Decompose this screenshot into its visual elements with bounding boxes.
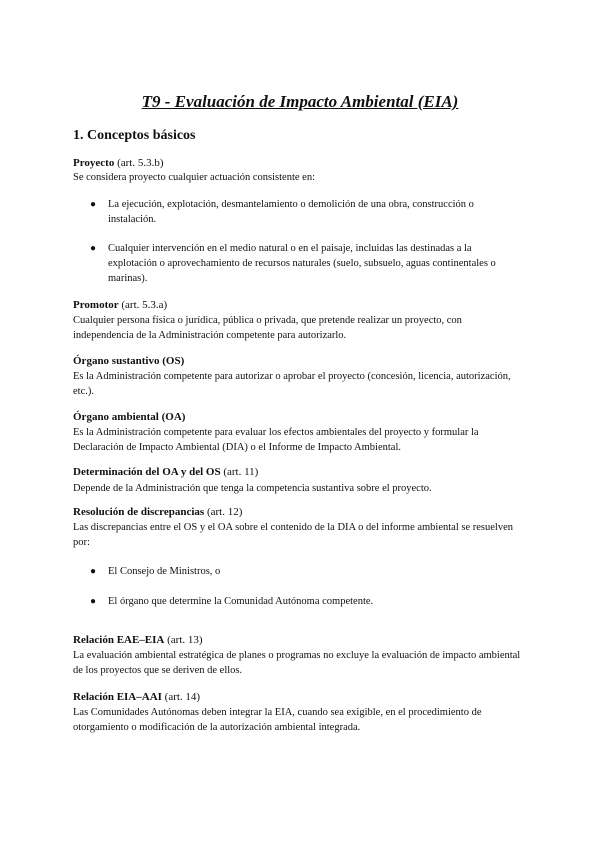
bullet-icon: ● (90, 596, 97, 607)
article-ref: (art. 14) (164, 691, 201, 703)
definition-text: Las Comunidades Autónomas deben integrar la EIA, cuando sea exigible, en el procedimiento de otorgamiento o modificación de la autorización ambiental integrada. (73, 707, 482, 733)
definition-text: Es la Administración competente para autorizar o aprobar el proyecto (concesión, licencia, autorización, etc.). (73, 371, 511, 397)
term-relacion-eia-aai (73, 690, 200, 705)
term-organo-sustantivo (73, 354, 184, 369)
bullet-icon: ● (90, 566, 97, 577)
term-label: Proyecto (73, 157, 115, 169)
term-label: Determinación del OA y del OS (73, 466, 221, 478)
term-promotor (73, 298, 167, 313)
term-proyecto (73, 156, 164, 171)
article-ref: (art. 13) (167, 634, 203, 646)
term-label: Relación EAE–EIA (73, 634, 165, 646)
term-label: Relación EIA–AAI (73, 691, 162, 703)
term-resolucion (73, 505, 242, 520)
term-label: Órgano ambiental (OA) (73, 411, 186, 423)
bullet-icon: ● (90, 243, 97, 254)
article-ref: (art. 5.3.a) (121, 299, 168, 311)
section-heading: 1. Conceptos básicos (73, 128, 196, 143)
term-relacion-eae-eia (73, 633, 203, 648)
definition-text: Cualquier persona física o jurídica, pública o privada, que pretende realizar un proyecto, con independencia de la Administración competente para autorizarlo. (73, 315, 462, 341)
term-label: Promotor (73, 299, 119, 311)
term-label: Resolución de discrepancias (73, 506, 205, 518)
term-organo-ambiental (73, 410, 185, 425)
definition-text: Depende de la Administración que tenga la competencia sustantiva sobre el proyecto. (73, 483, 432, 494)
list-item-text: Cualquier intervención en el medio natural o en el paisaje, incluidas las destinadas a la explotación o aprovechamiento de recursos naturales (suelo, subsuelo, aguas continentales o marinas). (108, 243, 496, 284)
bullet-icon: ● (90, 199, 97, 210)
definition-text: La evaluación ambiental estratégica de planes o programas no excluye la evaluación de impacto ambiental de los proyectos que se deriven de ellos. (73, 650, 521, 676)
article-ref: (art. 5.3.b) (117, 157, 164, 169)
article-ref: (art. 12) (206, 506, 243, 518)
article-ref: (art. 11) (223, 466, 259, 478)
definition-text: Las discrepancias entre el OS y el OA sobre el contenido de la DIA o del informe ambiental se resuelven por: (73, 522, 513, 548)
list-item-text: El órgano que determine la Comunidad Autónoma competente. (108, 596, 374, 607)
definition-text: Es la Administración competente para evaluar los efectos ambientales del proyecto y formular la Declaración de Impacto Ambiental (DIA) o el Informe de Impacto Ambiental. (73, 427, 479, 453)
list-item-text: El Consejo de Ministros, o (108, 566, 221, 577)
definition-text: Se considera proyecto cualquier actuación consistente en: (73, 172, 315, 183)
term-label: Órgano sustantivo (OS) (73, 355, 185, 367)
document-title: T9 - Evaluación de Impacto Ambiental (EIA) (141, 92, 459, 111)
list-item-text: La ejecución, explotación, desmantelamiento o demolición de una obra, construcción o instalación. (108, 199, 474, 225)
term-determinacion (73, 465, 258, 480)
